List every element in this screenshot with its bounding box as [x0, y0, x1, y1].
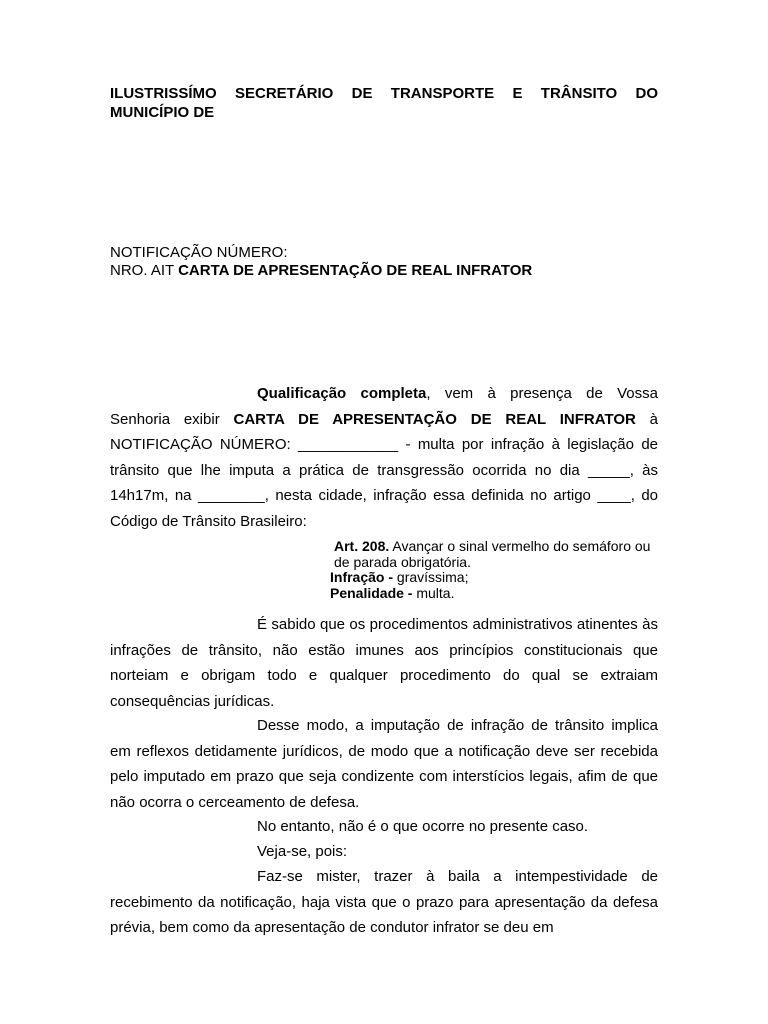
article-line [330, 539, 665, 570]
paragraph-veja-se: Veja-se, pois: [257, 843, 348, 860]
legal-citation [330, 539, 665, 601]
addressee-line-1: ILUSTRISSÍMO SECRETÁRIO DE TRANSPORTE E TRÂNSITO DO [110, 85, 658, 102]
paragraph-intempestividade: Faz-se mister, trazer à baila a intempestividade de recebimento da notificação, haja vista que o prazo para apresentação da defesa prévia, bem como da apresentação de condutor infrator se deu em [110, 868, 658, 936]
infracao-text: gravíssima; [393, 569, 469, 585]
document-title: CARTA DE APRESENTAÇÃO DE REAL INFRATOR [178, 262, 533, 279]
carta-title-inline: CARTA DE APRESENTAÇÃO DE REAL INFRATOR [233, 410, 636, 428]
infracao-line [330, 570, 665, 586]
intro-paragraph [110, 381, 658, 534]
ait-prefix: NRO. AIT [110, 262, 179, 279]
penalidade-line [330, 586, 665, 602]
infracao-label: Infração - [330, 569, 394, 585]
penalidade-text: multa. [412, 584, 455, 601]
notification-number-line: NOTIFICAÇÃO NÚMERO: [110, 244, 288, 261]
intro-text-1: , vem à presença de Vossa Senhoria exibir [110, 385, 658, 428]
penalidade-label: Penalidade - [330, 584, 413, 601]
intro-text-2: à NOTIFICAÇÃO NÚMERO: ____________ - multa por infração à legislação de trânsito que lhe imputa a prática de transgressão ocorrida no dia _____, às 14h17m, na ________, nesta cidade, infração essa definida no artigo ____, do Código de Trânsito Brasileiro: [110, 410, 658, 530]
qualificacao-label: Qualificação completa [257, 385, 427, 402]
paragraph-no-entanto: No entanto, não é o que ocorre no presente caso. [257, 818, 589, 835]
notification-block [110, 244, 658, 280]
addressee-line-2: MUNICÍPIO DE [110, 104, 215, 121]
paragraph-procedimentos: É sabido que os procedimentos administrativos atinentes às infrações de trânsito, não estão imunes aos princípios constitucionais que norteiam e obrigam todo e qualquer procedimento do qual se extraiam consequências jurídicas. [110, 616, 658, 710]
article-label: Art. 208. [334, 538, 390, 554]
article-text: Avançar o sinal vermelho do semáforo ou de parada obrigatória. [334, 538, 651, 570]
ait-line [110, 262, 658, 280]
paragraph-imputacao: Desse modo, a imputação de infração de trânsito implica em reflexos detidamente jurídicos, de modo que a notificação deve ser recebida pelo imputado em prazo que seja condizente com interstícios legais, afim de que não ocorra o cerceamento de defesa. [110, 717, 658, 811]
addressee-heading [110, 84, 658, 122]
